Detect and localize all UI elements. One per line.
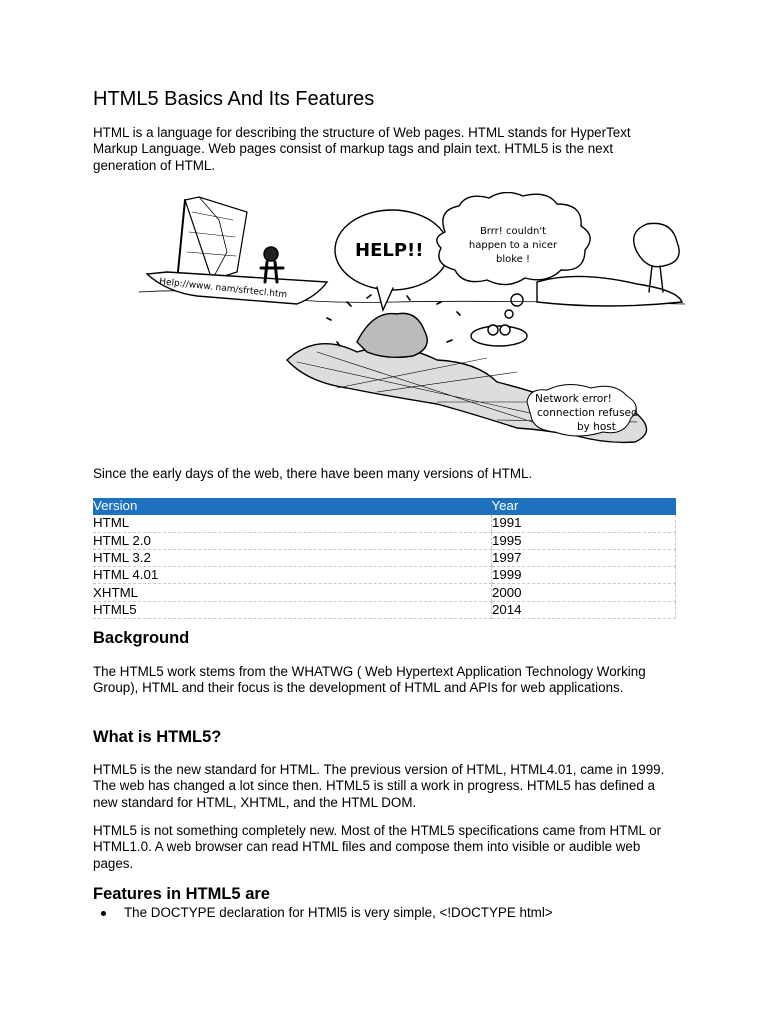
year-cell: 1991 (492, 515, 676, 532)
intro-paragraph: HTML is a language for describing the structure of Web pages. HTML stands for HyperText Markup Language. Web pages consist of markup tags and plain text. HTML5 is the next generation of HTML. (93, 125, 631, 173)
version-cell: HTML5 (93, 601, 492, 618)
features-list (93, 905, 553, 921)
year-cell: 1995 (492, 532, 676, 549)
table-header-row (93, 498, 676, 515)
version-cell: HTML 2.0 (93, 532, 492, 549)
table-row (93, 584, 676, 601)
what-is-heading: What is HTML5? (93, 728, 222, 746)
network-error-line-2: connection refused (537, 407, 638, 419)
version-cell: XHTML (93, 584, 492, 601)
thought-line-3: bloke ! (495, 254, 531, 265)
year-cell: 2000 (492, 584, 676, 601)
html-help-cartoon (137, 192, 685, 448)
table-row (93, 567, 676, 584)
table-row (93, 549, 676, 566)
boat-text: Help://www. nam/sfrtecl.htm (158, 277, 288, 301)
what-is-paragraph-2: HTML5 is not something completely new. Most of the HTML5 specifications came from HTML or HTML1.0. A web browser can read HTML files and compose them into visible or audible web pages. (93, 823, 662, 871)
network-error-line-3: by host (577, 421, 616, 433)
version-cell: HTML (93, 515, 492, 532)
header-version: Version (93, 498, 492, 515)
version-cell: HTML 3.2 (93, 549, 492, 566)
versions-intro: Since the early days of the web, there have been many versions of HTML. (93, 466, 533, 481)
version-cell: HTML 4.01 (93, 567, 492, 584)
table-row (93, 601, 676, 618)
features-heading: Features in HTML5 are (93, 885, 270, 903)
background-paragraph: The HTML5 work stems from the WHATWG ( Web Hypertext Application Technology Working Group), HTML and their focus is the development of HTML and APIs for web applications. (93, 664, 646, 696)
list-item (93, 905, 553, 921)
network-error-line-1: Network error! (535, 393, 612, 405)
year-cell: 1999 (492, 567, 676, 584)
year-cell: 1997 (492, 549, 676, 566)
year-cell: 2014 (492, 601, 676, 618)
table-row (93, 532, 676, 549)
list-item-text: The DOCTYPE declaration for HTMl5 is very simple, <!DOCTYPE html> (124, 905, 553, 920)
thought-line-2: happen to a nicer (468, 240, 558, 251)
versions-table (93, 498, 676, 619)
bullet-icon (101, 911, 106, 916)
what-is-paragraph-1: HTML5 is the new standard for HTML. The previous version of HTML, HTML4.01, came in 1999. The web has changed a lot since then. HTML5 is still a work in progress. HTML5 has defined a new standard for HTML, XHTML, and the HTML DOM. (93, 762, 665, 810)
table-row (93, 515, 676, 532)
page-title: HTML5 Basics And Its Features (93, 88, 375, 110)
header-year: Year (492, 498, 676, 515)
background-heading: Background (93, 629, 190, 647)
help-bubble-text: HELP!! (355, 240, 424, 261)
thought-line-1: Brrr! couldn't (479, 226, 547, 237)
